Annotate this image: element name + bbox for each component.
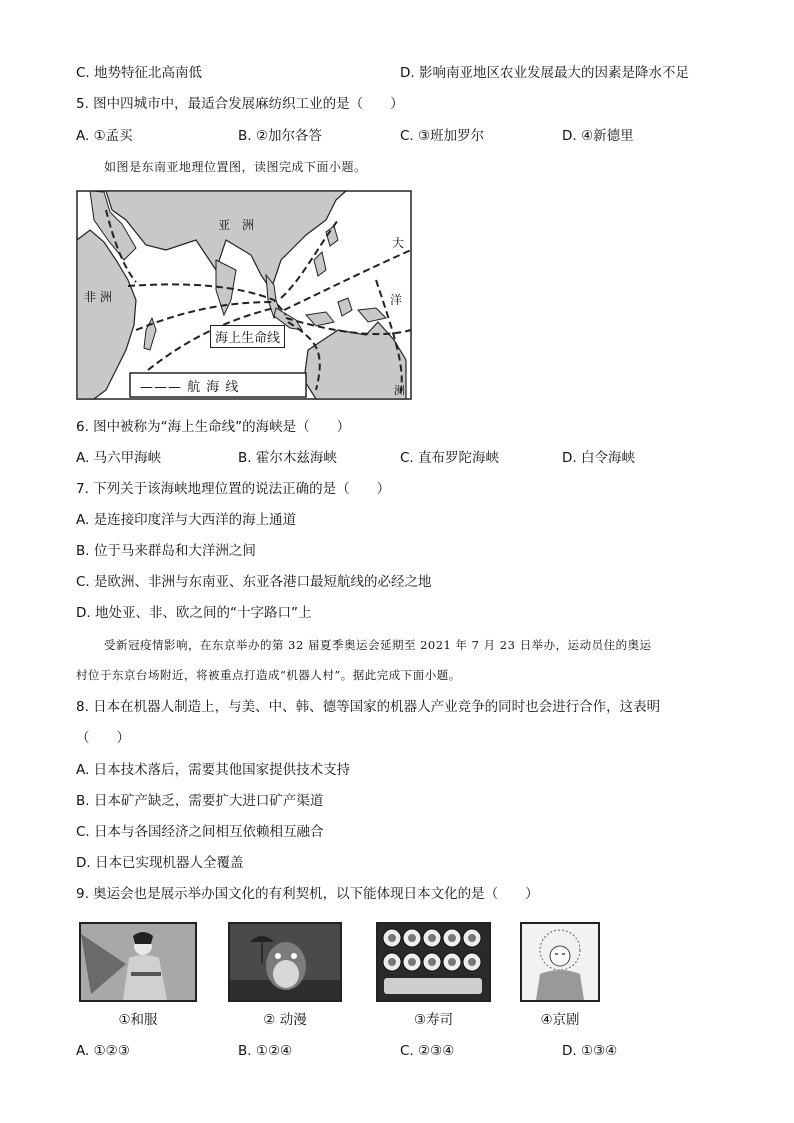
label-yang: 洋 bbox=[390, 293, 403, 307]
q9-option-d: D. ①③④ bbox=[562, 1043, 618, 1059]
q7-option-d: D. 地处亚、非、欧之间的“十字路口”上 bbox=[76, 605, 312, 621]
q5-option-c: C. ③班加罗尔 bbox=[400, 128, 485, 144]
q9-option-c: C. ②③④ bbox=[400, 1043, 455, 1059]
map-legend: ——— 航 海 线 bbox=[140, 380, 240, 395]
intro-southeast-asia: 如图是东南亚地理位置图，读图完成下面小题。 bbox=[104, 160, 367, 174]
q9-option-a: A. ①②③ bbox=[76, 1043, 130, 1059]
option-c-top: C. 地势特征北高南低 bbox=[76, 65, 203, 81]
q5-option-a: A. ①孟买 bbox=[76, 128, 133, 144]
q9-stem: 9. 奥运会也是展示举办国文化的有利契机，以下能体现日本文化的是（ ） bbox=[76, 886, 539, 902]
q6-option-b: B. 霍尔木兹海峡 bbox=[238, 450, 337, 466]
totoro-belly bbox=[273, 960, 299, 988]
label-zhou: 洲 bbox=[394, 384, 405, 397]
label-africa: 非 洲 bbox=[84, 290, 112, 304]
q6-option-d: D. 白令海峡 bbox=[562, 450, 635, 466]
q8-option-b: B. 日本矿产缺乏，需要扩大进口矿产渠道 bbox=[76, 793, 324, 809]
anime-illustration bbox=[230, 924, 340, 1000]
caption-sushi: ③寿司 bbox=[413, 1012, 454, 1028]
kimono-image bbox=[79, 922, 197, 1002]
sushi-image bbox=[376, 922, 491, 1002]
q8-stem-line2: （ ） bbox=[76, 730, 130, 746]
q6-option-a: A. 马六甲海峡 bbox=[76, 450, 162, 466]
southeast-asia-map bbox=[76, 190, 412, 400]
nigiri-row bbox=[384, 978, 482, 994]
q5-option-b: B. ②加尔各答 bbox=[238, 128, 322, 144]
q7-option-b: B. 位于马来群岛和大洋洲之间 bbox=[76, 543, 256, 559]
label-da: 大 bbox=[392, 236, 405, 250]
q8-option-c: C. 日本与各国经济之间相互依赖相互融合 bbox=[76, 824, 324, 840]
anime-image bbox=[228, 922, 342, 1002]
caption-peking-opera: ④京剧 bbox=[540, 1012, 580, 1028]
face-shape bbox=[550, 946, 570, 966]
q9-option-b: B. ①②④ bbox=[238, 1043, 293, 1059]
q7-stem: 7. 下列关于该海峡地理位置的说法正确的是（ ） bbox=[76, 481, 391, 497]
intro-olympics-line2: 村位于东京台场附近，将被重点打造成“机器人村”。据此完成下面小题。 bbox=[76, 668, 461, 682]
option-d-top: D. 影响南亚地区农业发展最大的因素是降水不足 bbox=[400, 65, 689, 81]
q8-option-d: D. 日本已实现机器人全覆盖 bbox=[76, 855, 244, 871]
q8-option-a: A. 日本技术落后，需要其他国家提供技术支持 bbox=[76, 762, 351, 778]
peking-opera-image bbox=[520, 922, 600, 1002]
label-asia: 亚 洲 bbox=[218, 218, 255, 232]
caption-kimono: ①和服 bbox=[118, 1012, 158, 1028]
caption-anime: ② 动漫 bbox=[263, 1012, 307, 1028]
q5-stem: 5. 图中四城市中，最适合发展麻纺织工业的是（ ） bbox=[76, 96, 404, 112]
q7-option-c: C. 是欧洲、非洲与东南亚、东亚各港口最短航线的必经之地 bbox=[76, 574, 432, 590]
q6-stem: 6. 图中被称为“海上生命线”的海峡是（ ） bbox=[76, 419, 351, 435]
q7-option-a: A. 是连接印度洋与大西洋的海上通道 bbox=[76, 512, 297, 528]
q5-option-d: D. ④新德里 bbox=[562, 128, 634, 144]
intro-olympics-line1: 受新冠疫情影响，在东京举办的第 32 届夏季奥运会延期至 2021 年 7 月 23 日举办，运动员住的奥运 bbox=[104, 638, 652, 652]
peking-opera-illustration bbox=[522, 924, 598, 1000]
costume-shape bbox=[536, 970, 584, 1000]
q8-stem-line1: 8. 日本在机器人制造上，与美、中、韩、德等国家的机器人产业竞争的同时也会进行合作，这表明 bbox=[76, 699, 661, 715]
q6-option-c: C. 直布罗陀海峡 bbox=[400, 450, 500, 466]
sushi-illustration bbox=[378, 924, 489, 1000]
label-lifeline: 海上生命线 bbox=[210, 325, 285, 348]
kimono-illustration bbox=[81, 924, 195, 1000]
